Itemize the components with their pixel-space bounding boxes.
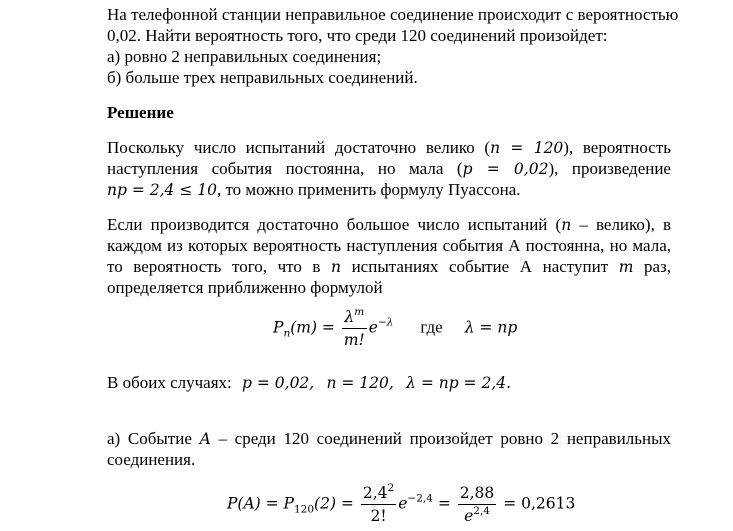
para1-text: Поскольку число испытаний достаточно велико (	[107, 138, 491, 157]
para1-text: ), вероятность	[563, 138, 671, 157]
math-np: np = 2,4 ≤ 10	[107, 181, 217, 199]
both-cases-lambda: λ = np = 2,4.	[406, 374, 512, 392]
para2-line-1	[107, 214, 671, 236]
formula-where: где	[420, 317, 443, 337]
result-value: = 0,2613	[503, 494, 576, 513]
fraction-numerator	[361, 483, 396, 505]
result-arg: (2) =	[314, 494, 354, 513]
result-fraction-1	[361, 483, 396, 526]
both-cases-p: p = 0,02,	[242, 374, 315, 392]
lambda: λ	[344, 308, 355, 326]
para1-line-3	[107, 179, 521, 201]
para1-text: , то можно применить формулу Пуассона.	[216, 180, 521, 199]
both-cases-label: В обоих случаях:	[107, 373, 232, 392]
para2-text: то вероятность того, что в	[107, 257, 332, 276]
fraction-numerator	[342, 307, 367, 329]
fraction-numerator: 2,88	[458, 483, 497, 505]
result-e-exponent: −2,4	[407, 492, 433, 505]
formula-e-exponent: −λ	[377, 316, 394, 329]
formula-lambda-def: λ = np	[464, 318, 518, 337]
part-a-text: – среди 120 соединений произойдет ровно 2 неправильных	[210, 429, 671, 448]
both-cases-line	[107, 372, 511, 394]
para2-line-3	[107, 256, 671, 278]
part-a-line-1	[107, 428, 671, 450]
para2-text: испытаниях событие А наступит	[341, 257, 619, 276]
part-a-text: а) Событие	[107, 429, 200, 448]
para2-text: – велико), в	[571, 215, 672, 234]
num-base: 2,4	[362, 484, 388, 502]
math-n: n	[561, 216, 572, 234]
formula-P: P	[273, 318, 284, 337]
para2-text: раз,	[633, 257, 672, 276]
para2-line-4: определяется приближенно формулой	[107, 278, 383, 297]
num-exponent: 2	[387, 482, 395, 494]
result-fraction-2	[458, 483, 497, 526]
formula-e: e	[368, 318, 378, 337]
math-n: n	[331, 258, 341, 276]
result-e: e	[398, 494, 408, 513]
result-equals: =	[437, 494, 451, 513]
problem-line-1: На телефонной станции неправильное соединение происходит с вероятностью	[107, 5, 679, 24]
solution-heading: Решение	[107, 103, 174, 122]
para1-line-2	[107, 158, 671, 180]
para1-text: наступления события постоянна, но мала (	[107, 159, 463, 178]
part-a-line-2: соединения.	[107, 450, 196, 469]
exponent-m: m	[354, 306, 365, 318]
math-m: m	[618, 258, 634, 276]
den-e: e	[464, 507, 474, 525]
para1-line-1	[107, 137, 671, 159]
formula-arg: (m) =	[290, 318, 335, 337]
result-sub: 120	[294, 503, 315, 516]
both-cases-n: n = 120,	[326, 374, 394, 392]
math-A: A	[199, 430, 211, 448]
formula-fraction	[342, 307, 367, 350]
problem-line-4: б) больше трех неправильных соединений.	[107, 68, 418, 87]
problem-line-3: а) ровно 2 неправильных соединения;	[107, 47, 382, 66]
fraction-denominator: m!	[343, 331, 365, 349]
para2-line-2: каждом из которых вероятность наступления события А постоянна, но мала,	[107, 236, 671, 255]
para1-text: ), произведение	[548, 159, 671, 178]
math-n: n = 120	[490, 139, 564, 157]
formula-sub-n: n	[283, 327, 291, 340]
math-p: p = 0,02	[462, 160, 549, 178]
fraction-denominator: 2!	[370, 507, 387, 525]
para2-text: Если производится достаточно большое число испытаний (	[107, 215, 562, 234]
fraction-denominator	[458, 505, 497, 526]
problem-line-2: 0,02. Найти вероятность того, что среди 120 соединений произойдет:	[107, 26, 608, 45]
poisson-formula	[273, 307, 517, 350]
result-formula	[227, 483, 575, 526]
den-exponent: 2,4	[473, 505, 490, 517]
result-lhs: P(A) = P	[227, 494, 294, 513]
